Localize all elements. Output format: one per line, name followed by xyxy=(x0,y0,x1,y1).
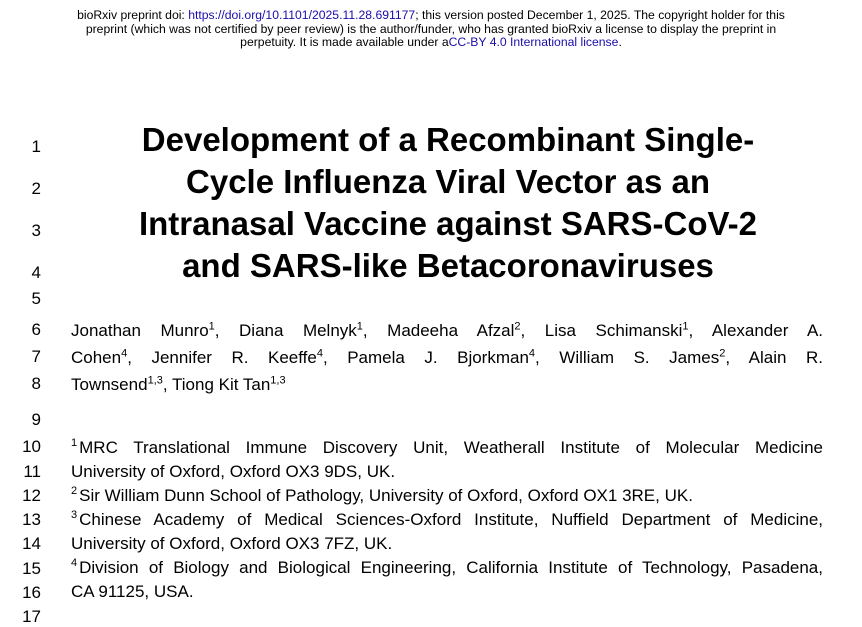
title-line: Development of a Recombinant Single- xyxy=(141,121,755,158)
header-text2: preprint (which was not certified by peer review) is the author/funder, who has granted bioRxiv a license to display the preprint in xyxy=(85,21,777,36)
line-number: 11 xyxy=(23,462,41,481)
affiliation-number: 4 xyxy=(71,557,78,569)
line-number: 5 xyxy=(31,289,41,308)
affiliation-text: Chinese Academy of Medical Sciences-Oxford Institute, Nuffield Department of Medicine, xyxy=(79,510,823,529)
author-line xyxy=(71,317,823,344)
affiliation-list xyxy=(71,436,823,604)
affiliation-number: 2 xyxy=(71,485,78,497)
line-number: 4 xyxy=(31,263,41,282)
author-name: , Pamela J. Bjorkman xyxy=(322,348,529,367)
author-name: Cohen xyxy=(71,348,122,367)
author-list xyxy=(71,317,823,398)
author-name: , Jennifer R. Keeffe xyxy=(127,348,317,367)
affiliation-number: 1 xyxy=(71,437,78,449)
line-number: 16 xyxy=(22,583,41,602)
line-number: 13 xyxy=(22,510,41,529)
affiliation-1 xyxy=(71,436,823,460)
line-number: 15 xyxy=(22,559,41,578)
author-affiliation-sup: 2 xyxy=(719,347,726,360)
line-number: 2 xyxy=(31,179,41,198)
author-line xyxy=(71,371,823,398)
line-number: 1 xyxy=(31,137,41,156)
title-line: Cycle Influenza Viral Vector as an xyxy=(186,163,710,200)
line-number: 17 xyxy=(22,607,41,626)
header-text4: . xyxy=(618,35,622,49)
title-line: Intranasal Vaccine against SARS-CoV-2 xyxy=(138,205,758,242)
paper-title xyxy=(70,119,826,287)
author-name: , Diana Melnyk xyxy=(214,321,357,340)
line-number: 12 xyxy=(22,486,41,505)
author-affiliation-sup: 1 xyxy=(356,320,363,333)
author-affiliation-sup: 4 xyxy=(528,347,536,360)
license-link[interactable]: CC-BY 4.0 International license xyxy=(448,35,619,49)
author-affiliation-sup: 1 xyxy=(682,320,689,333)
affiliation-1-cont: University of Oxford, Oxford OX3 9DS, UK. xyxy=(71,462,396,481)
author-name: Townsend xyxy=(71,375,148,394)
author-name: , Alain R. xyxy=(725,348,823,367)
line-number: 6 xyxy=(31,320,41,339)
author-name: , Lisa Schimanski xyxy=(520,321,683,340)
author-line xyxy=(71,344,823,371)
affiliation-text: Division of Biology and Biological Engineering, California Institute of Technology, Pasadena, xyxy=(79,558,823,577)
author-affiliation-sup: 1,3 xyxy=(270,374,286,387)
header-text1: ; this version posted December 1, 2025. The copyright holder for this xyxy=(415,8,785,22)
affiliation-text: Sir William Dunn School of Pathology, University of Oxford, Oxford OX1 3RE, UK. xyxy=(79,486,693,505)
affiliation-2 xyxy=(71,484,823,508)
line-number: 9 xyxy=(31,410,41,429)
author-affiliation-sup: 2 xyxy=(514,320,521,333)
author-affiliation-sup: 4 xyxy=(121,347,128,360)
preprint-header xyxy=(40,9,822,50)
doi-link[interactable]: https://doi.org/10.1101/2025.11.28.691177 xyxy=(188,8,416,22)
line-number: 7 xyxy=(31,347,41,366)
line-number: 8 xyxy=(31,374,41,393)
author-affiliation-sup: 1,3 xyxy=(147,374,163,387)
author-name: , Tiong Kit Tan xyxy=(162,375,271,394)
affiliation-4-cont: CA 91125, USA. xyxy=(71,582,194,601)
author-name: , Madeeha Afzal xyxy=(362,321,515,340)
header-text3: perpetuity. It is made available under a xyxy=(240,35,449,49)
affiliation-number: 3 xyxy=(71,509,78,521)
affiliation-3-cont: University of Oxford, Oxford OX3 7FZ, UK. xyxy=(71,534,393,553)
line-number: 14 xyxy=(22,534,41,553)
line-number: 10 xyxy=(22,437,41,456)
author-affiliation-sup: 4 xyxy=(316,347,323,360)
affiliation-3 xyxy=(71,508,823,532)
affiliation-text: MRC Translational Immune Discovery Unit, Weatherall Institute of Molecular Medicine xyxy=(79,438,823,457)
author-name: Jonathan Munro xyxy=(71,321,209,340)
title-line: and SARS-like Betacoronaviruses xyxy=(182,247,714,284)
affiliation-4 xyxy=(71,556,823,580)
line-number: 3 xyxy=(31,221,41,240)
header-prefix: bioRxiv preprint doi: xyxy=(77,8,189,22)
author-name: , Alexander A. xyxy=(688,321,824,340)
author-name: , William S. James xyxy=(535,348,720,367)
author-affiliation-sup: 1 xyxy=(208,320,215,333)
